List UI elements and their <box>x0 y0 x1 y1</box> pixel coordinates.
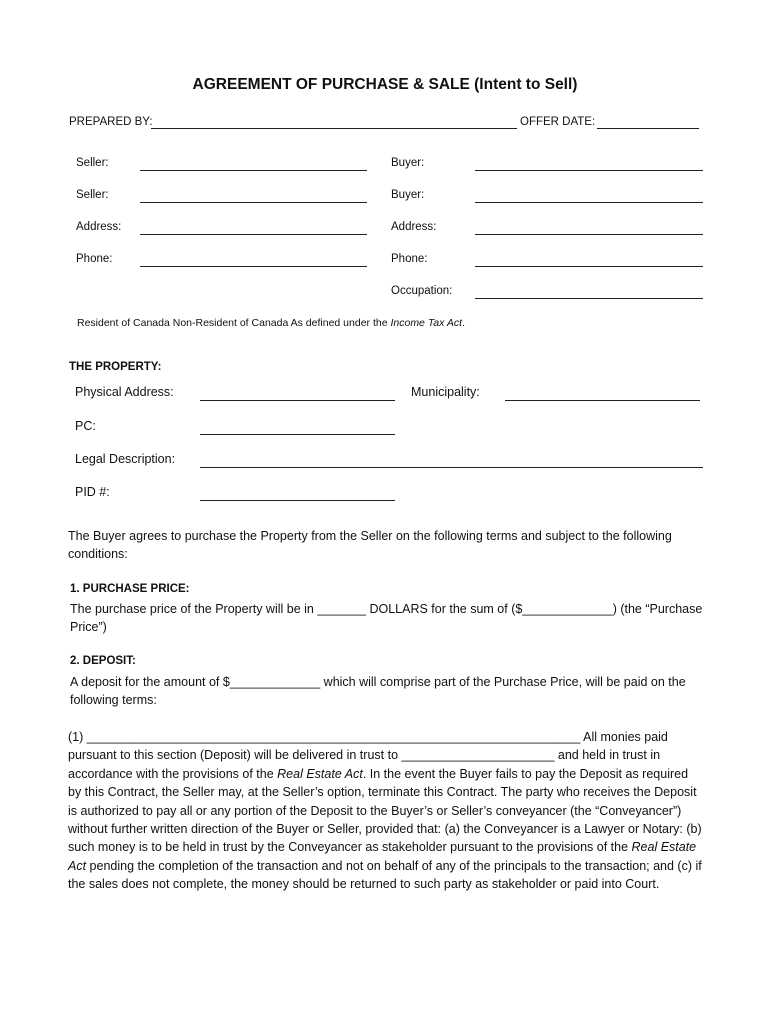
buyer-phone-field[interactable] <box>475 266 703 267</box>
pid-field[interactable] <box>200 500 395 501</box>
buyer-address-label: Address: <box>391 221 437 233</box>
purchase-price-number: 1. <box>70 583 80 595</box>
buyer-2-field[interactable] <box>475 202 703 203</box>
pc-field[interactable] <box>200 434 395 435</box>
deposit-terms-paragraph <box>68 728 704 894</box>
real-estate-act-ref-2: Real Estate Act <box>68 840 697 873</box>
buyer-1-label: Buyer: <box>391 157 425 169</box>
physical-address-label: Physical Address: <box>75 385 174 399</box>
legal-description-label: Legal Description: <box>75 452 176 466</box>
seller-address-field[interactable] <box>140 234 367 235</box>
buyer-occupation-label: Occupation: <box>391 285 453 297</box>
income-tax-act: Income Tax Act <box>390 317 463 329</box>
seller-phone-label: Phone: <box>76 253 113 265</box>
real-estate-act-ref-1: Real Estate Act <box>277 766 363 781</box>
prepared-by-label: PREPARED BY: <box>69 116 153 128</box>
purchase-price-text: The purchase price of the Property will be in _______ DOLLARS for the sum of ($_____________) (the “Purchase Price”) <box>70 602 703 635</box>
legal-description-field[interactable] <box>200 467 703 468</box>
physical-address-field[interactable] <box>200 400 395 401</box>
deposit-heading <box>70 655 136 667</box>
seller-2-field[interactable] <box>140 202 367 203</box>
deposit-number: 2. <box>70 655 80 667</box>
residency-end: . <box>462 317 465 329</box>
deposit-terms-part-1: (1) _______________________________________________________________________ All monies paid pursuant to this section (Deposit) will be delivered in trust to ______________________ and held in trust in accordance with the provisions of the <box>68 730 668 781</box>
buyer-1-field[interactable] <box>475 170 703 171</box>
seller-1-label: Seller: <box>76 157 109 169</box>
seller-2-label: Seller: <box>76 189 109 201</box>
intro-paragraph: The Buyer agrees to purchase the Property from the Seller on the following terms and subject to the following conditions: <box>68 529 672 562</box>
offer-date-field[interactable] <box>597 128 699 129</box>
deposit-terms-part-3: pending the completion of the transaction and not on behalf of any of the principals to the transaction; and (c) if the sales does not complete, the money should be returned to such party as stakeholder or paid into Court. <box>68 858 702 892</box>
deposit-terms-part-2: . In the event the Buyer fails to pay the Deposit as required by this Contract, the Seller may, at the Seller’s option, terminate this Contract. The party who receives the Deposit is authorized to pay all or any portion of the Deposit to the Buyer’s or Seller’s conveyancer (the “Conveyancer”) without further written direction of the Buyer or Seller, provided that: (a) the Conveyancer is a Lawyer or Notary: (b) such money is to be held in trust by the Conveyancer as stakeholder pursuant to the provisions of the <box>68 766 702 855</box>
document-title: AGREEMENT OF PURCHASE & SALE (Intent to Sell) <box>192 76 578 93</box>
buyer-2-label: Buyer: <box>391 189 425 201</box>
buyer-address-field[interactable] <box>475 234 703 235</box>
seller-address-label: Address: <box>76 221 122 233</box>
municipality-field[interactable] <box>505 400 700 401</box>
buyer-occupation-field[interactable] <box>475 298 703 299</box>
residency-note <box>77 317 465 329</box>
prepared-by-field[interactable] <box>151 128 517 129</box>
seller-1-field[interactable] <box>140 170 367 171</box>
pc-label: PC: <box>75 419 96 433</box>
deposit-title: DEPOSIT: <box>82 655 136 667</box>
residency-text: Resident of Canada Non-Resident of Canada As defined under the <box>77 317 391 329</box>
municipality-label: Municipality: <box>411 385 480 399</box>
pid-label: PID #: <box>75 485 110 499</box>
seller-phone-field[interactable] <box>140 266 367 267</box>
purchase-price-heading <box>70 583 190 595</box>
purchase-price-title: PURCHASE PRICE: <box>82 583 190 595</box>
deposit-text: A deposit for the amount of $_____________ which will comprise part of the Purchase Price, will be paid on the following terms: <box>70 675 686 708</box>
property-heading: THE PROPERTY: <box>69 361 162 373</box>
offer-date-label: OFFER DATE: <box>520 116 596 128</box>
buyer-phone-label: Phone: <box>391 253 428 265</box>
